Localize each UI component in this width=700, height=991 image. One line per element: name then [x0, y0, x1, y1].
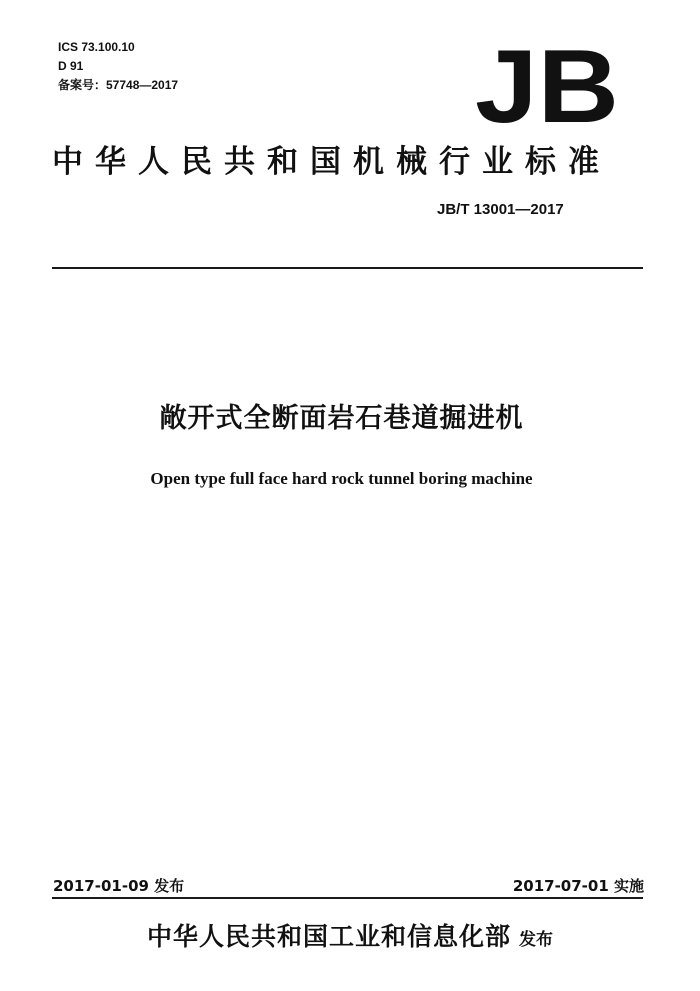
standard-code: JB/T 13001—2017 — [437, 201, 564, 218]
jb-logo — [472, 44, 622, 128]
industry-standard-title: 中华人民共和国机械行业标准 — [52, 144, 611, 180]
header-divider — [52, 267, 643, 269]
ics-code: ICS 73.100.10 — [58, 40, 135, 54]
footer-divider — [52, 897, 643, 899]
document-title-chinese: 敞开式全断面岩石巷道掘进机 — [159, 403, 524, 434]
clc-code: D 91 — [58, 59, 84, 73]
document-title-english: Open type full face hard rock tunnel boring machine — [150, 469, 533, 488]
publisher-name: 中华人民共和国工业和信息化部 — [146, 922, 511, 951]
filing-number: 备案号：57748—2017 — [58, 78, 179, 92]
issue-date: 2017-01-09 发布 — [53, 877, 185, 895]
publisher-line — [0, 919, 700, 955]
implementation-date: 2017-07-01 实施 — [512, 877, 644, 895]
publish-label: 发布 — [519, 930, 553, 950]
logo-text: JB — [475, 44, 619, 128]
